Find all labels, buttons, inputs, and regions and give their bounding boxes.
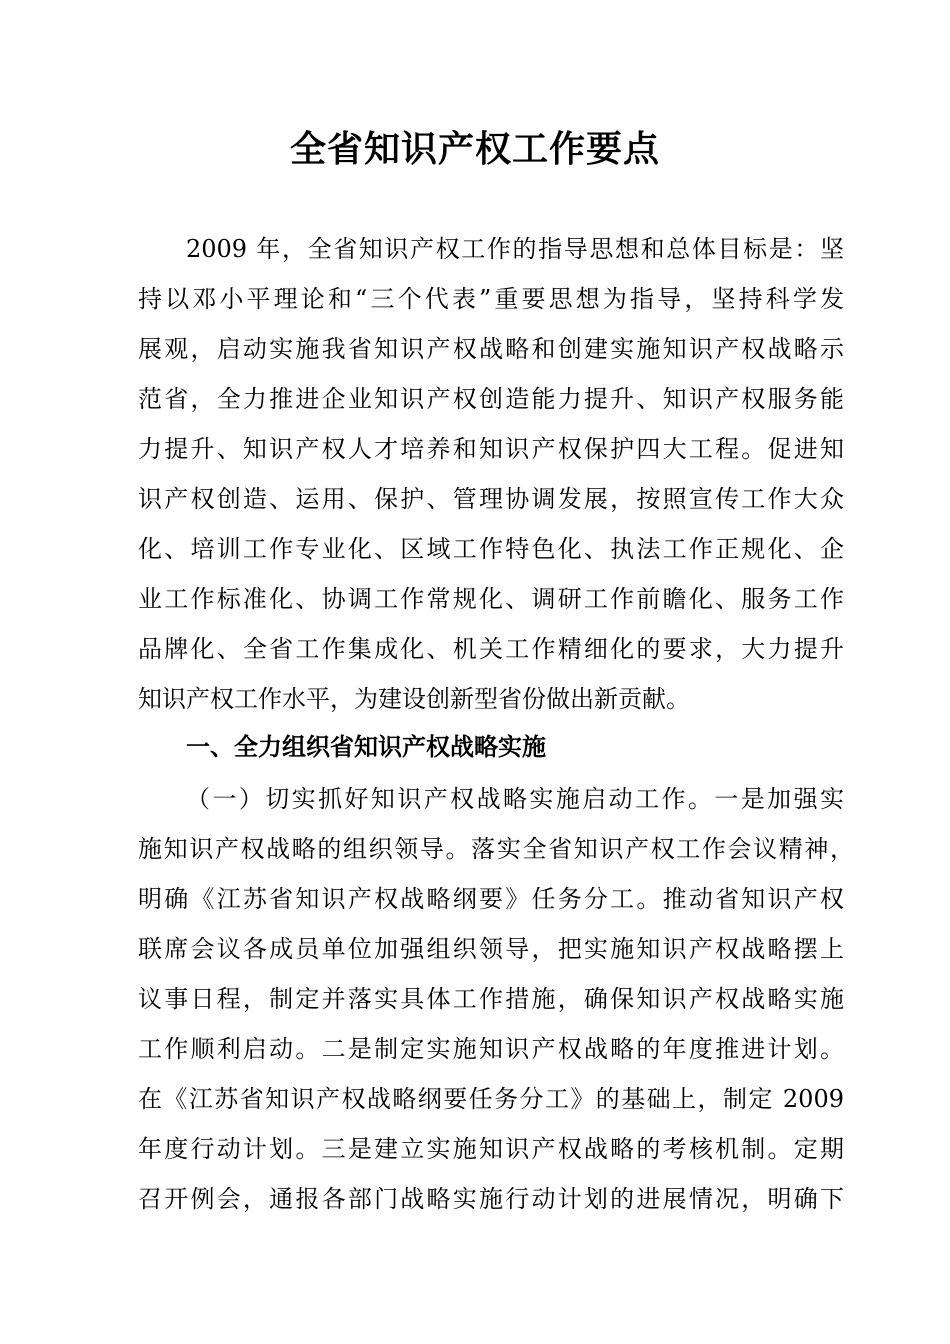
page-title: 全省知识产权工作要点 — [289, 128, 660, 170]
paragraph-line: 品牌化、全省工作集成化、机关工作精细化的要求，大力提升 — [138, 635, 844, 663]
paragraph-line: 工作顺利启动。二是制定实施知识产权战略的年度推进计划。 — [138, 1035, 844, 1063]
paragraph-line: 识产权创造、运用、保护、管理协调发展，按照宣传工作大众 — [138, 485, 844, 513]
paragraph-line: （一）切实抓好知识产权战略实施启动工作。一是加强实 — [186, 785, 844, 813]
paragraph-line: 力提升、知识产权人才培养和知识产权保护四大工程。促进知 — [138, 435, 844, 463]
paragraph-line: 业工作标准化、协调工作常规化、调研工作前瞻化、服务工作 — [138, 585, 844, 613]
section-heading: 一、全力组织省知识产权战略实施 — [186, 733, 546, 761]
paragraph-line: 展观，启动实施我省知识产权战略和创建实施知识产权战略示 — [138, 335, 844, 363]
paragraph-line: 明确《江苏省知识产权战略纲要》任务分工。推动省知识产权 — [138, 885, 844, 913]
paragraph-line: 年度行动计划。三是建立实施知识产权战略的考核机制。定期 — [138, 1135, 844, 1163]
paragraph-line: 知识产权工作水平，为建设创新型省份做出新贡献。 — [138, 685, 690, 713]
paragraph-line: 联席会议各成员单位加强组织领导，把实施知识产权战略摆上 — [138, 935, 844, 963]
paragraph-line: 召开例会，通报各部门战略实施行动计划的进展情况，明确下 — [138, 1185, 844, 1213]
paragraph-line: 范省，全力推进企业知识产权创造能力提升、知识产权服务能 — [138, 385, 844, 413]
paragraph-line: 施知识产权战略的组织领导。落实全省知识产权工作会议精神， — [138, 835, 854, 863]
paragraph-line: 2009 年，全省知识产权工作的指导思想和总体目标是：坚 — [186, 235, 844, 263]
paragraph-line: 化、培训工作专业化、区域工作特色化、执法工作正规化、企 — [138, 535, 844, 563]
paragraph-line: 在《江苏省知识产权战略纲要任务分工》的基础上，制定 2009 — [138, 1085, 844, 1113]
paragraph-line: 持以邓小平理论和“三个代表”重要思想为指导，坚持科学发 — [138, 285, 844, 313]
paragraph-line: 议事日程，制定并落实具体工作措施，确保知识产权战略实施 — [138, 985, 844, 1013]
